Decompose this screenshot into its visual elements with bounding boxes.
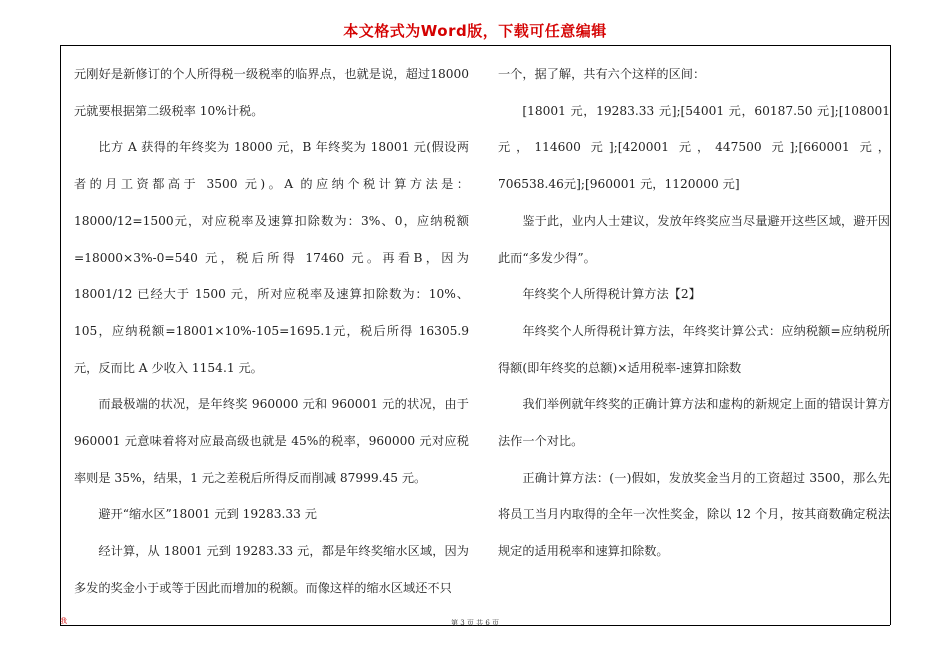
frame-right-line: [890, 45, 891, 625]
section-heading: 避开“缩水区”18001 元到 19283.33 元: [98, 507, 317, 522]
interval-list: [18001 元，19283.33 元];[54001 元，60187.50 元];[108001 元，114600 元];[420001 元，447500 元];[660001 元，706538.46元];[960001 元，1120000 元]: [498, 103, 890, 192]
paragraph: 年终奖个人所得税计算方法，年终奖计算公式：应纳税额=应纳税所得额(即年终奖的总额)×适用税率-速算扣除数: [498, 323, 890, 375]
paragraph: 我们举例就年终奖的正确计算方法和虚构的新规定上面的错误计算方法作一个对比。: [498, 397, 890, 449]
paragraph: 正确计算方法：(一)假如，发放奖金当月的工资超过 3500，那么先将员工当月内取得的全年一次性奖金，除以 12 个月，按其商数确定税法规定的适用税率和速算扣除数。: [498, 470, 890, 559]
paragraph: 比方 A 获得的年终奖为 18000 元，B 年终奖为 18001 元(假设两者的月工资都高于 3500 元)。A 的应纳个税计算方法是：18000/12=1500元，对应税率及速算扣除数为：3%、0，应纳税额=18000×3%-0=540 元，税后所得 17460 元。再看B，因为 18001/12 已经大于 1500 元，所对应税率及速算扣除数为：10%、105，应纳税额=18001×10%-105=1695.1元，税后所得 16305.9 元，反而比 A 少收入 1154.1 元。: [74, 140, 469, 375]
frame-left-line: [60, 45, 61, 625]
paragraph: 一个，据了解，共有六个这样的区间：: [498, 67, 706, 81]
paragraph: 鉴于此，业内人士建议，发放年终奖应当尽量避开这些区域，避开因此而“多发少得”。: [498, 213, 890, 265]
left-column: [74, 56, 469, 607]
paragraph: 元刚好是新修订的个人所得税一级税率的临界点，也就是说，超过18000 元就要根据第二级税率 10%计税。: [74, 67, 469, 118]
right-column: [498, 56, 890, 570]
frame-top-line: [60, 45, 890, 46]
corner-mark: 我: [60, 617, 67, 625]
section-heading: 年终奖个人所得税计算方法【2】: [522, 287, 701, 302]
paragraph: 经计算，从 18001 元到 19283.33 元，都是年终奖缩水区域，因为多发的奖金小于或等于因此而增加的税额。而像这样的缩水区域还不只: [74, 544, 469, 595]
paragraph: 而最极端的状况，是年终奖 960000 元和 960001 元的状况，由于960001 元意味着将对应最高级也就是 45%的税率，960000 元对应税率则是 35%，结果，1 元之差税后所得反而削减 87999.45 元。: [74, 397, 469, 485]
download-banner: 本文格式为Word版，下载可任意编辑: [343, 22, 607, 40]
page-number: 第 3 页 共 6 页: [450, 619, 500, 627]
